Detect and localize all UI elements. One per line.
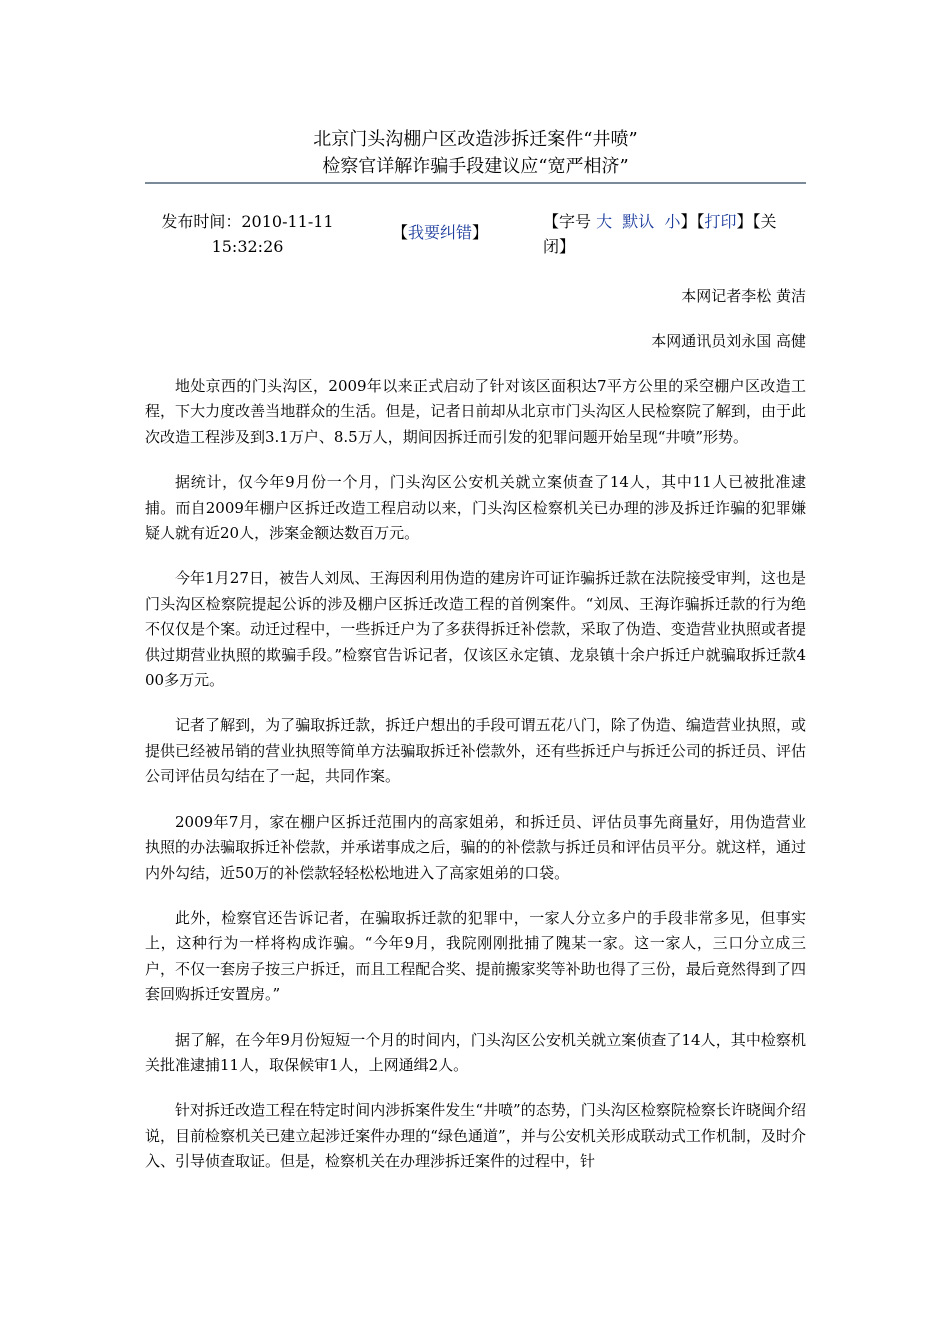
print-link[interactable]: 打印 [704,212,737,231]
article-paragraph-3: 今年1月27日，被告人刘凤、王海因利用伪造的建房许可证诈骗拆迁款在法院接受审判，这也是门头沟区检察院提起公诉的涉及棚户区拆迁改造工程的首例案件。“刘凤、王海诈骗拆迁款的行为绝不仅仅是个案。动迁过程中，一些拆迁户为了多获得拆迁补偿款，采取了伪造、变造营业执照或者提供过期营业执照的欺骗手段。”检察官告诉记者，仅该区永定镇、龙泉镇十余户拆迁户就骗取拆迁款400多万元。 [145,569,806,690]
article-toolbar [543,209,807,259]
article-paragraph-8: 针对拆迁改造工程在特定时间内涉拆案件发生“井喷”的态势，门头沟区检察院检察长许晓闽介绍说，目前检察机关已建立起涉迁案件办理的“绿色通道”，并与公安机关形成联动式工作机制，及时介入、引导侦查取证。但是，检察机关在办理涉拆迁案件的过程中，针 [145,1101,806,1171]
byline-correspondents: 本网通讯员刘永国 高健 [651,332,806,350]
article-paragraph-1: 地处京西的门头沟区，2009年以来正式启动了针对该区面积达7平方公里的采空棚户区改造工程，下大力度改善当地群众的生活。但是，记者日前却从北京市门头沟区人民检察院了解到，由于此次改造工程涉及到3.1万户、8.5万人，期间因拆迁而引发的犯罪问题开始呈现“井喷”形势。 [145,377,806,446]
article-paragraph-6: 此外，检察官还告诉记者，在骗取拆迁款的犯罪中，一家人分立多户的手段非常多见，但事实上，这种行为一样将构成诈骗。“今年9月，我院刚刚批捕了隗某一家。这一家人，三口分立成三户，不仅一套房子按三户拆迁，而且工程配合奖、提前搬家奖等补助也得了三份，最后竟然得到了四套回购拆迁安置房。” [145,908,806,1004]
publish-time: 发布时间：2010-11-11 15:32:26 [161,212,334,256]
toolbar-bracket-2: 】【 [736,212,761,231]
font-size-label: 【字号 [543,212,597,231]
font-size-default-link[interactable]: 默认 [622,212,655,231]
bracket-open: 【 [392,223,409,242]
article-paragraph-7: 据了解，在今年9月份短短一个月的时间内，门头沟区公安机关就立案侦查了14人，其中检察机关批准逮捕11人，取保候审1人，上网通缉2人。 [145,1030,806,1074]
toolbar-bracket-end: 】 [559,237,576,256]
report-error-link-wrap [392,220,488,245]
title-divider [145,182,806,184]
article-paragraph-5: 2009年7月，家在棚户区拆迁范围内的高家姐弟，和拆迁员、评估员事先商量好，用伪造营业执照的办法骗取拆迁补偿款，并承诺事成之后，骗的的补偿款与拆迁员和评估员平分。就这样，通过内外勾结，近50万的补偿款轻轻松松地进入了高家姐弟的口袋。 [145,812,806,882]
article-paragraph-2: 据统计，仅今年9月份一个月，门头沟区公安机关就立案侦查了14人，其中11人已被批准逮捕。而自2009年棚户区拆迁改造工程启动以来，门头沟区检察机关已办理的涉及拆迁诈骗的犯罪嫌疑人就有近20人，涉案金额达数百万元。 [145,473,806,543]
article-meta-row [145,209,806,263]
byline-reporters: 本网记者李松 黄洁 [681,287,806,305]
title-line-1: 北京门头沟棚户区改造涉拆迁案件“井喷” [313,129,638,150]
article-title [145,126,806,180]
bracket-close: 】 [472,223,489,242]
title-line-2: 检察官详解诈骗手段建议应“宽严相济” [322,156,629,177]
article-paragraph-4: 记者了解到，为了骗取拆迁款，拆迁户想出的手段可谓五花八门，除了伪造、编造营业执照，或提供已经被吊销的营业执照等简单方法骗取拆迁补偿款外，还有些拆迁户与拆迁公司的拆迁员、评估公司评估员勾结在了一起，共同作案。 [145,716,806,786]
font-size-small-link[interactable]: 小 [664,212,681,231]
close-link[interactable]: 关闭 [543,212,777,256]
report-error-link[interactable]: 我要纠错 [408,223,473,242]
toolbar-bracket: 】【 [680,212,705,231]
font-size-large-link[interactable]: 大 [596,212,613,231]
article-body [145,374,806,1195]
